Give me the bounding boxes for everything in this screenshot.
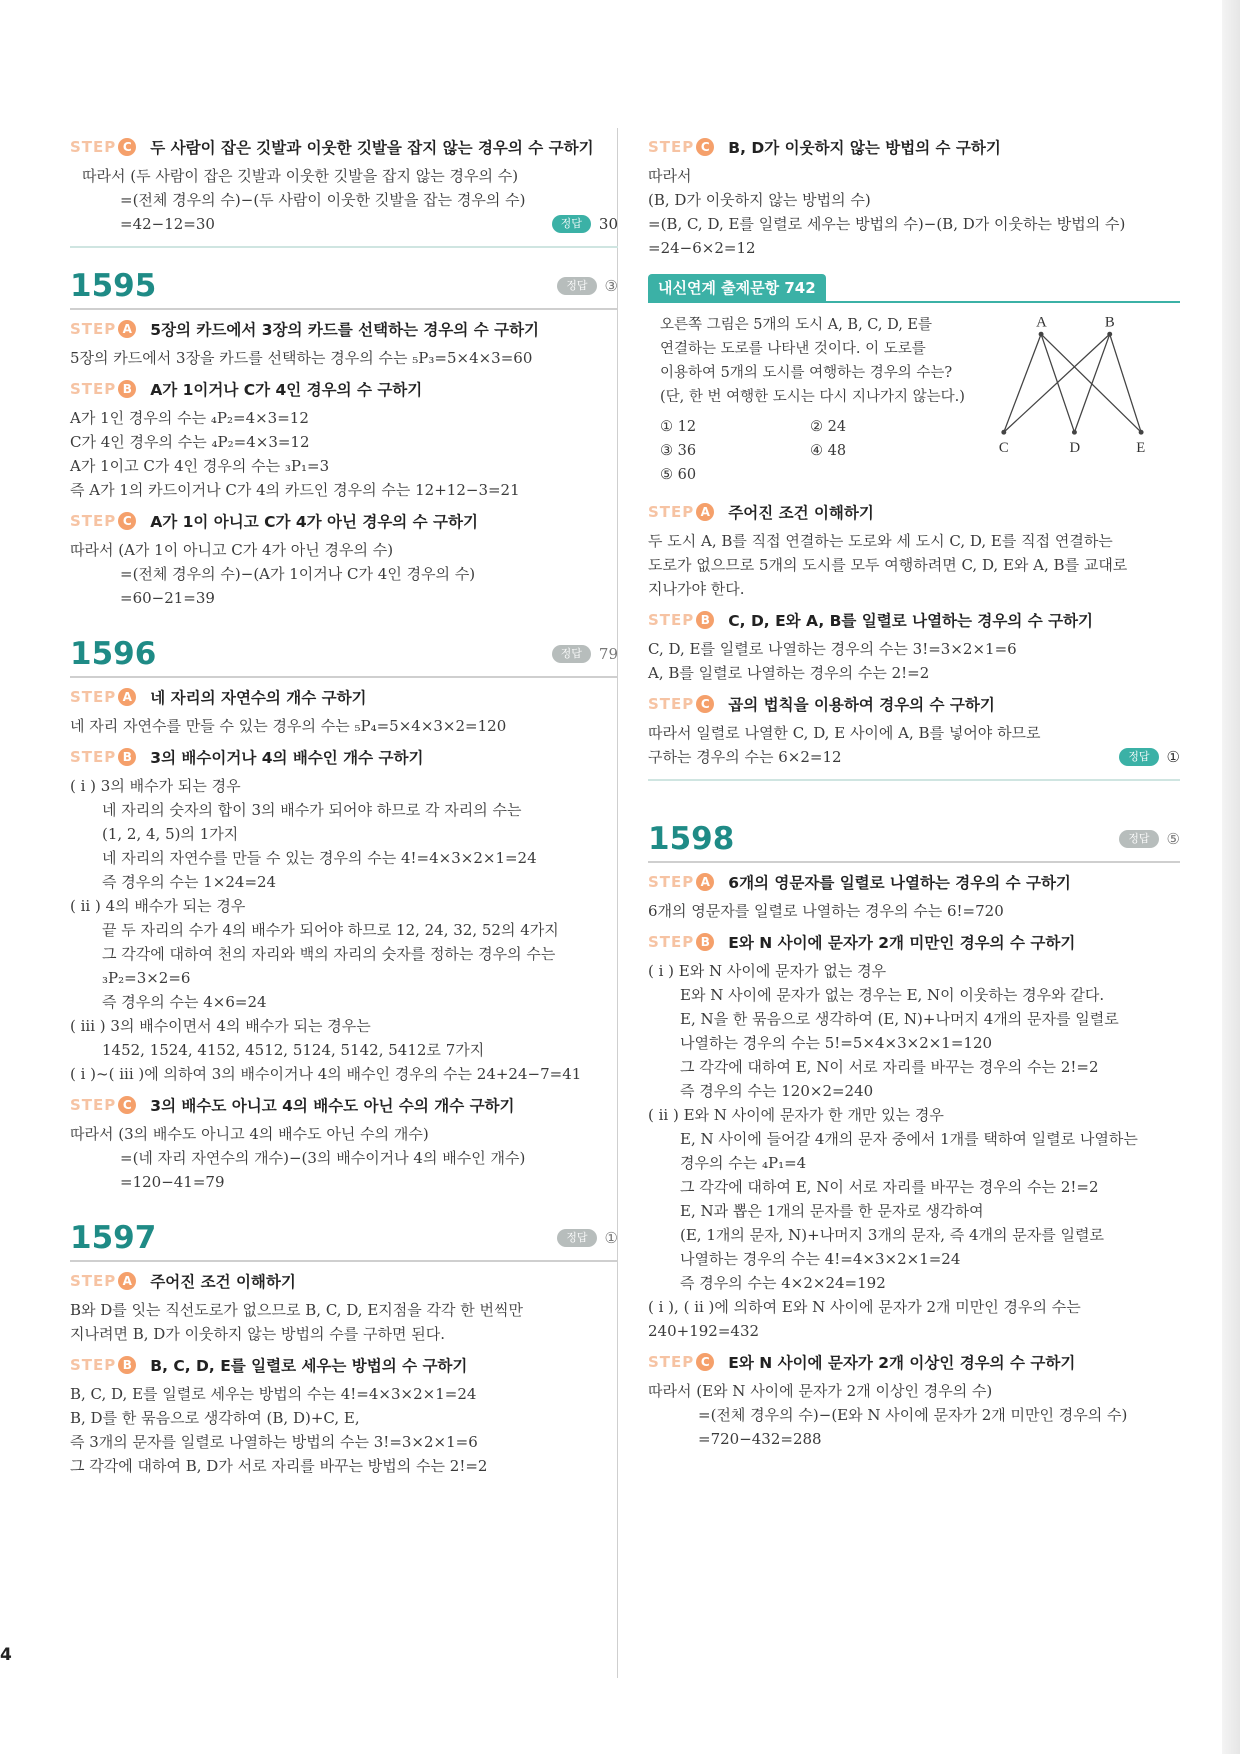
text-line: (B, D가 이웃하지 않는 방법의 수) — [648, 191, 871, 209]
step-title: 5장의 카드에서 3장의 카드를 선택하는 경우의 수 구하기 — [150, 321, 540, 339]
step-word: STEP — [648, 503, 695, 521]
label-e: E — [1135, 439, 1145, 456]
case-heading: ( i ) E와 N 사이에 문자가 없는 경우 — [648, 962, 887, 980]
text-line: 지나려면 B, D가 이웃하지 않는 방법의 수를 구하면 된다. — [70, 1325, 446, 1343]
text-line: 즉 경우의 수는 1×24=24 — [102, 873, 277, 891]
choice-item: ① 12 — [660, 419, 697, 435]
step-letter-icon: A — [118, 1272, 136, 1290]
step-heading — [648, 501, 1180, 523]
text-line: A, B를 일렬로 나열하는 경우의 수는 2!=2 — [648, 664, 930, 682]
choice-item: ③ 36 — [660, 443, 697, 459]
step-letter-icon: A — [696, 873, 714, 891]
step-letter-icon: A — [118, 320, 136, 338]
text-line: 6개의 영문자를 일렬로 나열하는 경우의 수는 6!=720 — [648, 902, 1004, 920]
text-line: 따라서 — [648, 167, 692, 185]
text-line: 따라서 (E와 N 사이에 문자가 2개 이상인 경우의 수) — [648, 1382, 993, 1400]
step-heading — [70, 1094, 618, 1116]
section-separator — [70, 246, 618, 248]
step-letter-icon: A — [696, 503, 714, 521]
text-line: =120−41=79 — [120, 1173, 225, 1191]
problem-number: 1596 — [70, 636, 157, 672]
step-heading — [70, 318, 618, 340]
problem-header — [648, 821, 1180, 863]
step-heading — [648, 871, 1180, 893]
text-line: =(전체 경우의 수)−(두 사람이 이웃한 깃발을 잡는 경우의 수) — [120, 191, 526, 209]
city-e-point — [1138, 430, 1143, 435]
step-heading — [648, 693, 1180, 715]
step-title: 3의 배수도 아니고 4의 배수도 아닌 수의 개수 구하기 — [150, 1097, 515, 1115]
step-word: STEP — [70, 1272, 117, 1290]
text-line: ( i )~( iii )에 의하여 3의 배수이거나 4의 배수인 경우의 수는 24+24−7=41 — [70, 1065, 582, 1083]
answer-badge: 정답 — [1119, 748, 1158, 766]
answer-row — [557, 1229, 618, 1247]
text-line: C가 4인 경우의 수는 ₄P₂=4×3=12 — [70, 433, 310, 451]
case-heading: ( i ) 3의 배수가 되는 경우 — [70, 777, 241, 795]
problem-1598 — [648, 821, 1180, 1451]
answer-badge: 정답 — [552, 215, 591, 233]
answer-value: ⑤ — [1166, 830, 1180, 848]
text-line: E와 N 사이에 문자가 없는 경우는 E, N이 이웃하는 경우와 같다. — [680, 986, 1105, 1004]
solution-1594-step-c — [70, 136, 618, 248]
problem-1595 — [70, 268, 618, 610]
step-letter-icon: A — [118, 688, 136, 706]
step-title: 네 자리의 자연수의 개수 구하기 — [150, 689, 367, 707]
step-title: 두 사람이 잡은 깃발과 이웃한 깃발을 잡지 않는 경우의 수 구하기 — [150, 139, 594, 157]
answer-row — [648, 745, 1180, 769]
city-road-diagram — [994, 313, 1180, 473]
case-heading: ( iii ) 3의 배수이면서 4의 배수가 되는 경우는 — [70, 1017, 371, 1035]
text-line: 5장의 카드에서 3장을 카드를 선택하는 경우의 수는 ₅P₃=5×4×3=60 — [70, 349, 533, 367]
step-word: STEP — [70, 748, 117, 766]
step-title: A가 1이거나 C가 4인 경우의 수 구하기 — [150, 381, 423, 399]
linked-problem-header — [648, 274, 1180, 303]
step-title: B, C, D, E를 일렬로 세우는 방법의 수 구하기 — [150, 1357, 468, 1375]
answer-badge: 정답 — [557, 1229, 596, 1247]
step-letter-icon: B — [118, 380, 136, 398]
road-bd — [1074, 334, 1109, 432]
step-heading — [648, 136, 1180, 158]
step-letter-icon: B — [118, 1356, 136, 1374]
step-heading — [70, 136, 618, 158]
answer-badge: 정답 — [552, 645, 591, 663]
road-ac — [1003, 334, 1040, 432]
step-word: STEP — [70, 320, 117, 338]
choice-item: ② 24 — [810, 419, 847, 435]
city-d-point — [1072, 430, 1077, 435]
text-line: 네 자리의 숫자의 합이 3의 배수가 되어야 하므로 각 자리의 수는 — [102, 801, 522, 819]
text-line: 나열하는 경우의 수는 4!=4×3×2×1=24 — [680, 1250, 961, 1268]
problem-header — [70, 1220, 618, 1262]
choice-item: ④ 48 — [810, 443, 847, 459]
step-heading — [70, 378, 618, 400]
step-letter-icon: C — [118, 512, 136, 530]
text-line: B와 D를 잇는 직선도로가 없으므로 B, C, D, E지점을 각각 한 번씩만 — [70, 1301, 523, 1319]
question-line: 이용하여 5개의 도시를 여행하는 경우의 수는? — [660, 365, 953, 381]
step-word: STEP — [648, 1353, 695, 1371]
step-word: STEP — [70, 688, 117, 706]
label-b: B — [1104, 314, 1115, 331]
step-letter-icon: B — [696, 611, 714, 629]
step-title: B, D가 이웃하지 않는 방법의 수 구하기 — [728, 139, 1001, 157]
question-line: 오른쪽 그림은 5개의 도시 A, B, C, D, E를 — [660, 317, 933, 333]
step-title: 곱의 법칙을 이용하여 경우의 수 구하기 — [728, 696, 995, 714]
step-title: 주어진 조건 이해하기 — [728, 504, 874, 522]
step-title: 주어진 조건 이해하기 — [150, 1273, 296, 1291]
case-heading: ( ii ) 4의 배수가 되는 경우 — [70, 897, 246, 915]
step-heading — [70, 686, 618, 708]
step-letter-icon: C — [696, 695, 714, 713]
text-line: 네 자리 자연수를 만들 수 있는 경우의 수는 ₅P₄=5×4×3×2=120 — [70, 717, 507, 735]
label-c: C — [998, 439, 1009, 456]
step-heading — [70, 746, 618, 768]
text-line: =(네 자리 자연수의 개수)−(3의 배수이거나 4의 배수인 개수) — [120, 1149, 526, 1167]
text-line: B, D를 한 묶음으로 생각하여 (B, D)+C, E, — [70, 1409, 360, 1427]
label-a: A — [1035, 314, 1047, 331]
text-line: B, C, D, E를 일렬로 세우는 방법의 수는 4!=4×3×2×1=24 — [70, 1385, 477, 1403]
answer-row — [1119, 830, 1180, 848]
text-line: =42−12=30 — [120, 215, 215, 233]
answer-row — [70, 212, 618, 236]
answer-value: ③ — [604, 277, 618, 295]
text-line: =720−432=288 — [698, 1430, 822, 1448]
text-line: 따라서 (두 사람이 잡은 깃발과 이웃한 깃발을 잡지 않는 경우의 수) — [82, 167, 519, 185]
step-word: STEP — [648, 695, 695, 713]
step-word: STEP — [648, 873, 695, 891]
text-line: 도로가 없으므로 5개의 도시를 모두 여행하려면 C, D, E와 A, B를 교대로 — [648, 556, 1128, 574]
question-line: (단, 한 번 여행한 도시는 다시 지나가지 않는다.) — [660, 389, 965, 405]
text-line: E, N을 한 묶음으로 생각하여 (E, N)+나머지 4개의 문자를 일렬로 — [680, 1010, 1119, 1028]
text-line: =60−21=39 — [120, 589, 215, 607]
step-title: E와 N 사이에 문자가 2개 미만인 경우의 수 구하기 — [728, 934, 1076, 952]
solution-1597-step-c — [648, 136, 1180, 260]
text-line: (1, 2, 4, 5)의 1가지 — [102, 825, 239, 843]
step-heading — [648, 609, 1180, 631]
answer-value: ① — [1166, 748, 1180, 766]
text-line: =(B, C, D, E를 일렬로 세우는 방법의 수)−(B, D가 이웃하는 방법의 수) — [648, 215, 1126, 233]
step-heading — [648, 1351, 1180, 1373]
text-line: 그 각각에 대하여 천의 자리와 백의 자리의 숫자를 정하는 경우의 수는 — [102, 945, 556, 963]
text-line: 끝 두 자리의 수가 4의 배수가 되어야 하므로 12, 24, 32, 52의 4가지 — [102, 921, 559, 939]
road-ad — [1041, 334, 1074, 432]
text-line: E, N 사이에 들어갈 4개의 문자 중에서 1개를 택하여 일렬로 나열하는 — [680, 1130, 1138, 1148]
answer-badge: 정답 — [557, 277, 596, 295]
step-title: 3의 배수이거나 4의 배수인 개수 구하기 — [150, 749, 424, 767]
problem-1596 — [70, 636, 618, 1194]
text-line: 즉 경우의 수는 4×6=24 — [102, 993, 267, 1011]
text-line: 즉 경우의 수는 120×2=240 — [680, 1082, 874, 1100]
left-column — [70, 128, 618, 1478]
step-letter-icon: C — [696, 138, 714, 156]
step-word: STEP — [70, 380, 117, 398]
text-line: 네 자리의 자연수를 만들 수 있는 경우의 수는 4!=4×3×2×1=24 — [102, 849, 537, 867]
text-line: 두 도시 A, B를 직접 연결하는 도로와 세 도시 C, D, E를 직접 연결하는 — [648, 532, 1113, 550]
step-word: STEP — [648, 611, 695, 629]
case-heading: ( ii ) E와 N 사이에 문자가 한 개만 있는 경우 — [648, 1106, 944, 1124]
text-line: ₃P₂=3×2=6 — [102, 969, 191, 987]
text-line: 1452, 1524, 4152, 4512, 5124, 5142, 5412로 7가지 — [102, 1041, 485, 1059]
text-line: 즉 경우의 수는 4×2×24=192 — [680, 1274, 886, 1292]
text-line: ( i ), ( ii )에 의하여 E와 N 사이에 문자가 2개 미만인 경우의 수는 — [648, 1298, 1081, 1316]
linked-problem-body — [648, 313, 1180, 487]
step-letter-icon: B — [696, 933, 714, 951]
text-line: A가 1이고 C가 4인 경우의 수는 ₃P₁=3 — [70, 457, 330, 475]
answer-row — [557, 277, 618, 295]
text-line: 그 각각에 대하여 E, N이 서로 자리를 바꾸는 경우의 수는 2!=2 — [680, 1058, 1099, 1076]
answer-row — [552, 645, 618, 663]
problem-header — [70, 268, 618, 310]
answer-badge: 정답 — [1119, 830, 1158, 848]
text-line: 그 각각에 대하여 B, D가 서로 자리를 바꾸는 방법의 수는 2!=2 — [70, 1457, 488, 1475]
problem-1597 — [70, 1220, 618, 1478]
text-line: 따라서 일렬로 나열한 C, D, E 사이에 A, B를 넣어야 하므로 — [648, 724, 1041, 742]
step-title: A가 1이 아니고 C가 4가 아닌 경우의 수 구하기 — [150, 513, 478, 531]
text-line: 240+192=432 — [648, 1322, 760, 1340]
text-line: E, N과 뽑은 1개의 문자를 한 문자로 생각하여 — [680, 1202, 984, 1220]
text-line: 즉 3개의 문자를 일렬로 나열하는 방법의 수는 3!=3×2×1=6 — [70, 1433, 478, 1451]
label-d: D — [1069, 439, 1080, 456]
problem-header — [70, 636, 618, 678]
step-title: 6개의 영문자를 일렬로 나열하는 경우의 수 구하기 — [728, 874, 1071, 892]
text-line: =(전체 경우의 수)−(A가 1이거나 C가 4인 경우의 수) — [120, 565, 476, 583]
text-line: 그 각각에 대하여 E, N이 서로 자리를 바꾸는 경우의 수는 2!=2 — [680, 1178, 1099, 1196]
text-line: C, D, E를 일렬로 나열하는 경우의 수는 3!=3×2×1=6 — [648, 640, 1017, 658]
choice-item: ⑤ 60 — [660, 467, 697, 483]
text-line: =(전체 경우의 수)−(E와 N 사이에 문자가 2개 미만인 경우의 수) — [698, 1406, 1128, 1424]
problem-number: 1597 — [70, 1220, 157, 1256]
step-title: C, D, E와 A, B를 일렬로 나열하는 경우의 수 구하기 — [728, 612, 1094, 630]
linked-problem-742 — [648, 274, 1180, 781]
answer-value: 79 — [598, 645, 618, 663]
step-word: STEP — [70, 512, 117, 530]
problem-number: 1595 — [70, 268, 157, 304]
question-line: 연결하는 도로를 나타낸 것이다. 이 도로를 — [660, 341, 926, 357]
text-line: 따라서 (A가 1이 아니고 C가 4가 아닌 경우의 수) — [70, 541, 394, 559]
step-heading — [70, 1270, 618, 1292]
step-heading — [70, 1354, 618, 1376]
text-line: 경우의 수는 ₄P₁=4 — [680, 1154, 807, 1172]
problem-number: 1598 — [648, 821, 735, 857]
section-separator — [648, 779, 1180, 781]
answer-value: ① — [604, 1229, 618, 1247]
text-line: 즉 A가 1의 카드이거나 C가 4의 카드인 경우의 수는 12+12−3=21 — [70, 481, 520, 499]
page-edge — [1222, 0, 1240, 1754]
answer-value: 30 — [598, 215, 618, 233]
step-word: STEP — [70, 1096, 117, 1114]
city-c-point — [1001, 430, 1006, 435]
text-line: 지나가야 한다. — [648, 580, 745, 598]
step-letter-icon: B — [118, 748, 136, 766]
step-word: STEP — [70, 1356, 117, 1374]
step-letter-icon: C — [696, 1353, 714, 1371]
step-letter-icon: C — [118, 1096, 136, 1114]
text-line: (E, 1개의 문자, N)+나머지 3개의 문자, 즉 4개의 문자를 일렬로 — [680, 1226, 1104, 1244]
text-line: 구하는 경우의 수는 6×2=12 — [648, 748, 842, 766]
right-column — [648, 128, 1180, 1451]
city-a-point — [1038, 332, 1043, 337]
text-line: 따라서 (3의 배수도 아니고 4의 배수도 아닌 수의 개수) — [70, 1125, 429, 1143]
step-word: STEP — [70, 138, 117, 156]
text-line: =24−6×2=12 — [648, 239, 756, 257]
step-title: E와 N 사이에 문자가 2개 이상인 경우의 수 구하기 — [728, 1354, 1076, 1372]
city-b-point — [1107, 332, 1112, 337]
step-heading — [648, 931, 1180, 953]
linked-problem-tag: 내신연계 출제문항 742 — [648, 274, 826, 301]
answer-choices — [660, 415, 984, 487]
step-word: STEP — [648, 138, 695, 156]
text-line: A가 1인 경우의 수는 ₄P₂=4×3=12 — [70, 409, 309, 427]
step-letter-icon: C — [118, 138, 136, 156]
step-word: STEP — [648, 933, 695, 951]
question-text — [660, 313, 984, 487]
step-heading — [70, 510, 618, 532]
text-line: 나열하는 경우의 수는 5!=5×4×3×2×1=120 — [680, 1034, 993, 1052]
page-number: 4 — [0, 1645, 12, 1665]
